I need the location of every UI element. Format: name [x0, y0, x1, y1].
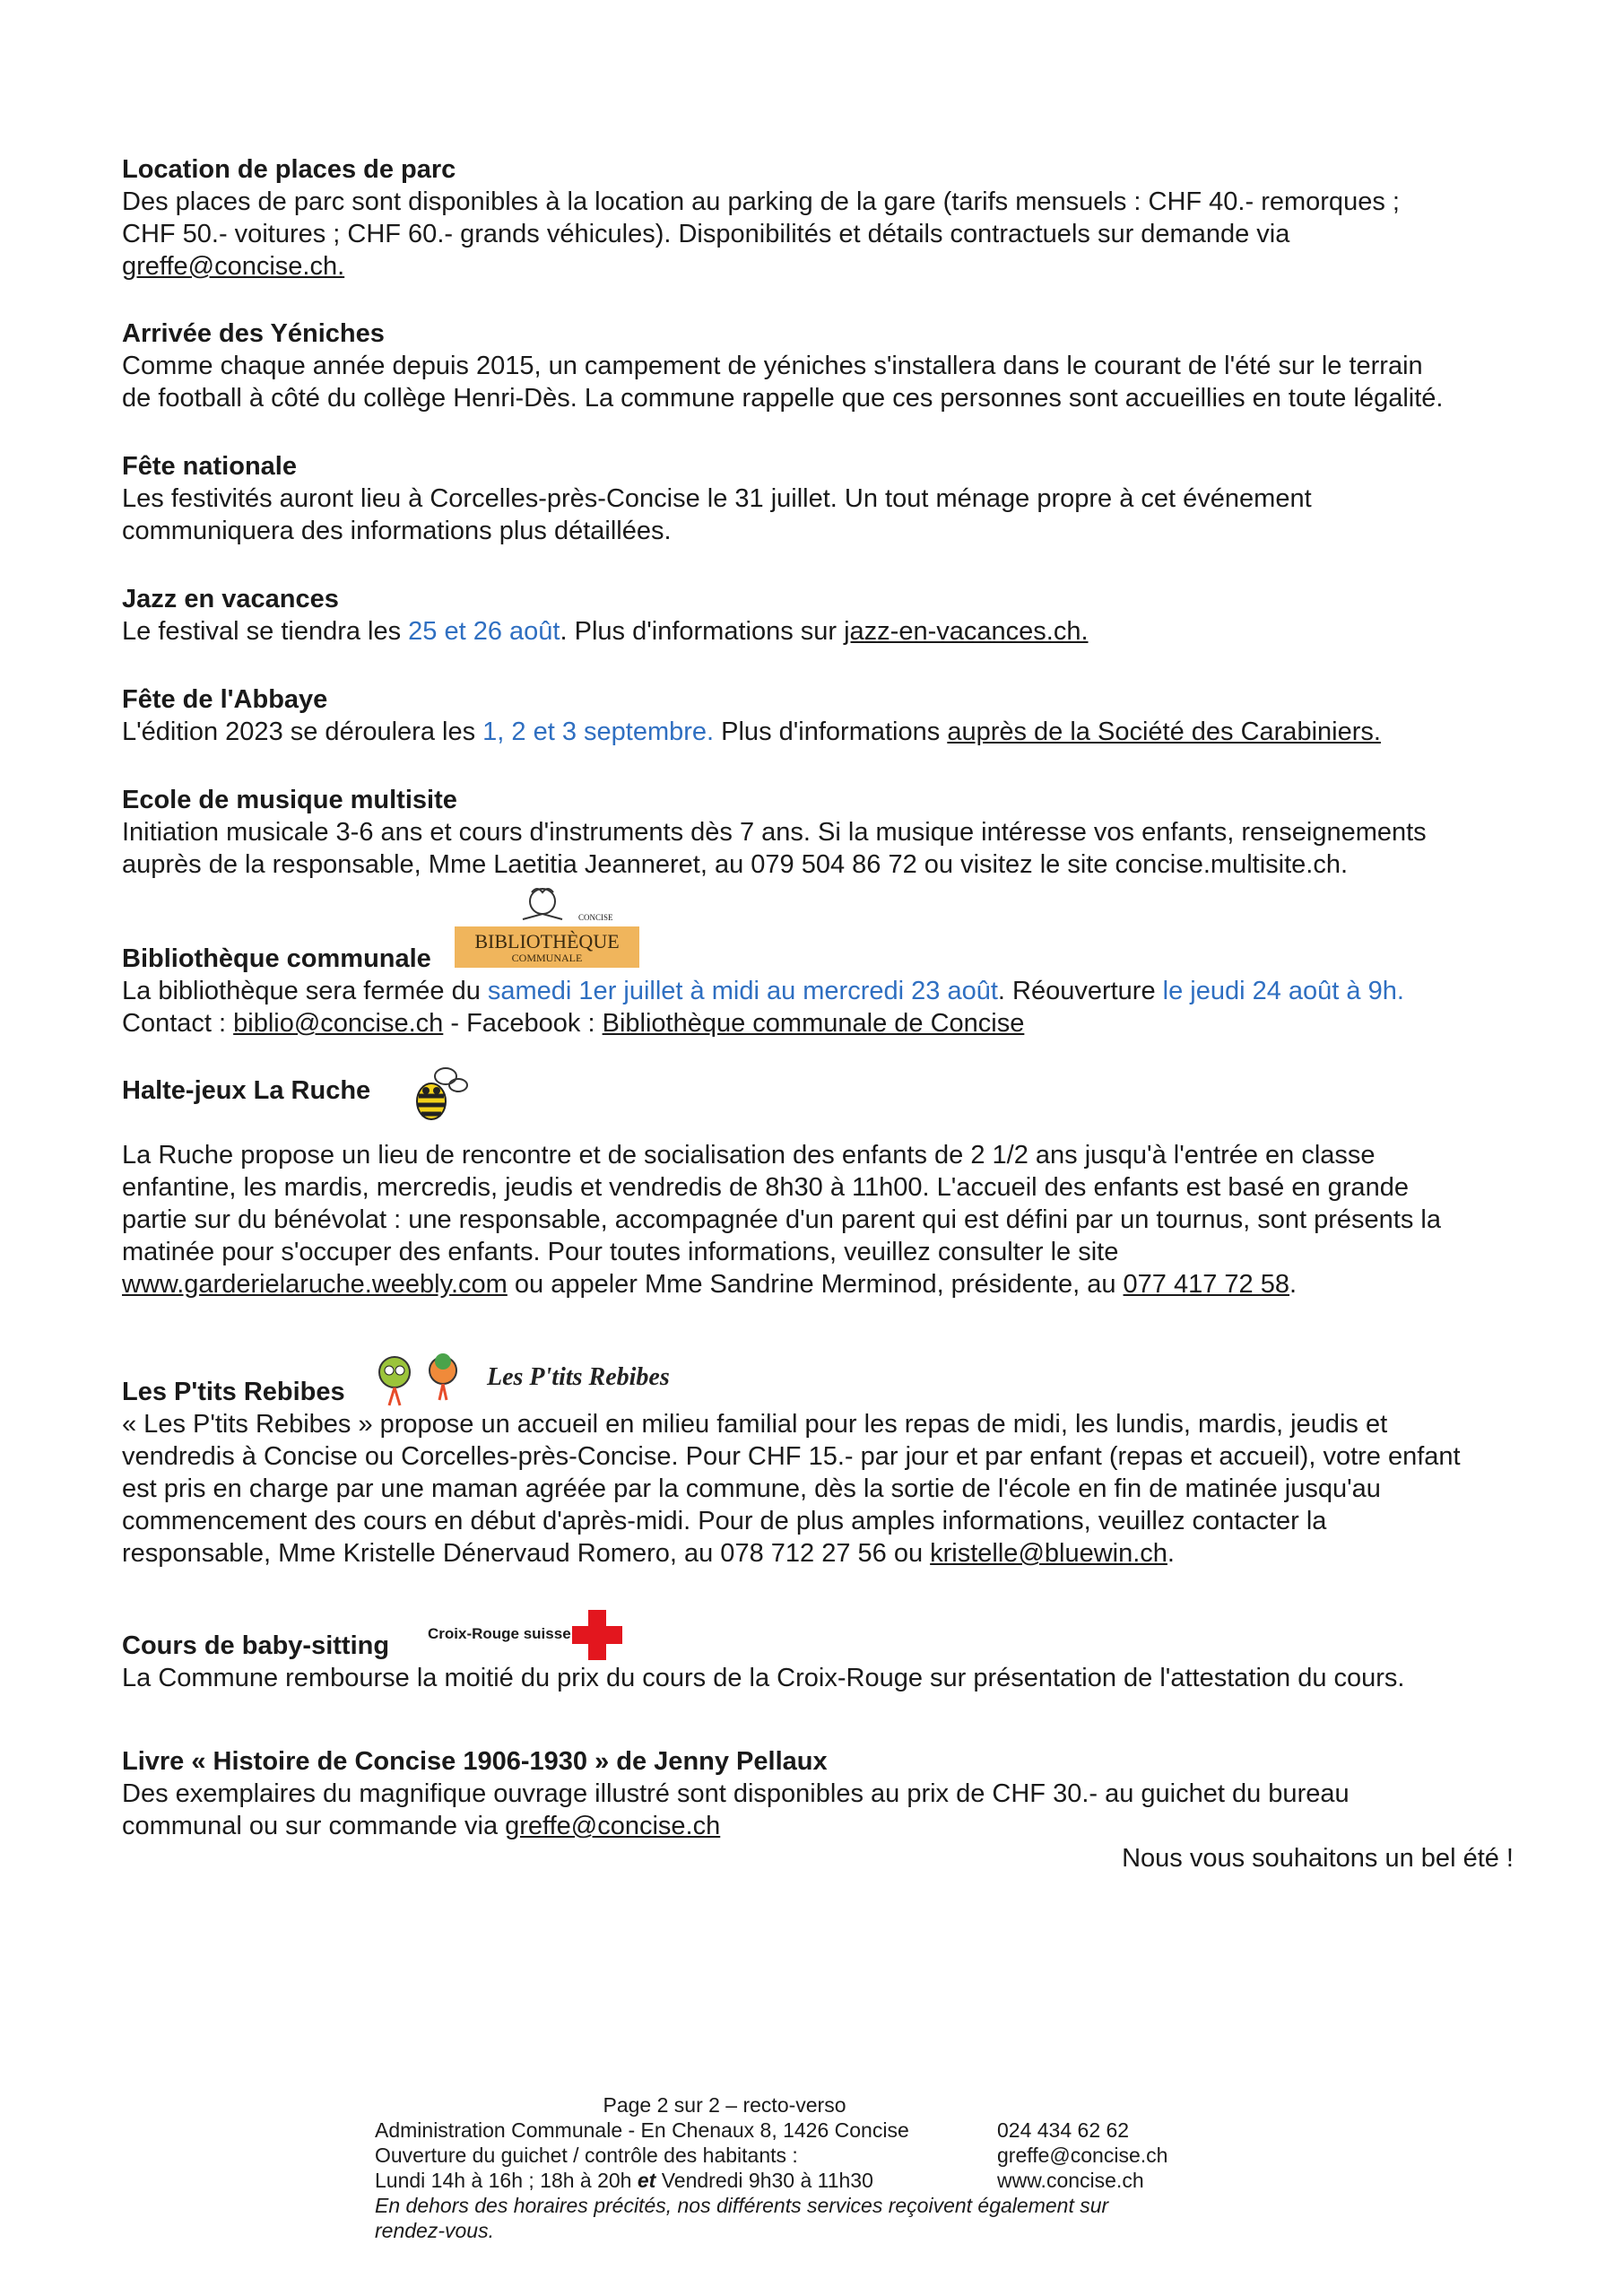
paragraph-line: [122, 615, 1521, 648]
admin-website[interactable]: www.concise.ch: [997, 2169, 1144, 2192]
section-jazz: [122, 583, 1521, 648]
text: . Plus d'informations sur: [560, 617, 845, 646]
text: - Facebook :: [443, 1009, 603, 1038]
section-la-ruche-title: [122, 1074, 1521, 1107]
footer-row: [375, 2118, 1236, 2143]
section-title: Halte-jeux La Ruche: [122, 1076, 371, 1105]
section-music-school: [122, 784, 1521, 881]
section-abbaye: [122, 683, 1521, 748]
section-title: Les P'tits Rebibes: [122, 1378, 345, 1406]
library-email-link[interactable]: biblio@concise.ch: [233, 1009, 444, 1038]
logo-title: BIBLIOTHÈQUE: [474, 930, 620, 952]
ruche-website-link[interactable]: www.garderielaruche.weebly.com: [122, 1270, 508, 1299]
section-title: Cours de baby-sitting: [122, 1631, 390, 1660]
text: Le festival se tiendra les: [122, 617, 409, 646]
paragraph-line: La Ruche propose un lieu de rencontre et de socialisation des enfants de 2 1/2 ans jusqu'à l'entrée en classe: [122, 1141, 1376, 1170]
paragraph-line: [122, 1268, 1521, 1300]
rebibes-logo-text: Les P'tits Rebibes: [487, 1363, 670, 1391]
bee-icon: [399, 1058, 471, 1130]
opening-hours-label: Ouverture du guichet / contrôle des habitants :: [375, 2144, 798, 2167]
section-title: Ecole de musique multisite: [122, 786, 457, 814]
text: .: [1289, 1270, 1298, 1299]
paragraph-line: partie sur du bénévolat : une responsable, accompagnée d'un parent qui est défini par un tournus, sont présents la: [122, 1205, 1441, 1234]
text: .: [1167, 1539, 1175, 1568]
section-babysitting: [122, 1630, 1521, 1694]
jazz-link[interactable]: jazz-en-vacances.ch.: [844, 617, 1089, 646]
text: Plus d'informations: [714, 718, 948, 746]
text: ou appeler Mme Sandrine Merminod, présidente, au: [507, 1270, 1124, 1299]
footer-row: [375, 2168, 1236, 2193]
section-title: Fête nationale: [122, 452, 297, 481]
text: communal ou sur commande via: [122, 1812, 506, 1840]
text: . Réouverture: [997, 977, 1163, 1005]
opening-hours: [375, 2169, 873, 2192]
paragraph-line: La Commune rembourse la moitié du prix du cours de la Croix-Rouge sur présentation de l'attestation du cours.: [122, 1664, 1405, 1692]
section-title: Location de places de parc: [122, 155, 456, 184]
logo-subtitle: COMMUNALE: [511, 952, 583, 964]
paragraph-line: auprès de la responsable, Mme Laetitia Jeanneret, au 079 504 86 72 ou visitez le site concise.multisite.ch.: [122, 850, 1349, 879]
reopening-date: le jeudi 24 août à 9h.: [1162, 977, 1404, 1005]
paragraph-line: [122, 716, 1521, 748]
text: L'édition 2023 se déroulera les: [122, 718, 483, 746]
section-title: Bibliothèque communale: [122, 944, 431, 973]
paragraph-line: Des exemplaires du magnifique ouvrage illustré sont disponibles au prix de CHF 30.- au guichet du bureau: [122, 1779, 1350, 1808]
admin-phone: 024 434 62 62: [997, 2118, 1130, 2142]
paragraph-line: enfantine, les mardis, mercredis, jeudis et vendredis de 8h30 à 11h00. L'accueil des enfants est basé en grande: [122, 1173, 1409, 1202]
paragraph-line: de football à côté du collège Henri-Dès. La commune rappelle que ces personnes sont accueillies en toute légalité.: [122, 384, 1444, 413]
footer: [375, 2092, 1236, 2243]
paragraph-line: matinée pour s'occuper des enfants. Pour toutes informations, veuillez consulter le site: [122, 1238, 1119, 1266]
closing-wish: Nous vous souhaitons un bel été !: [1122, 1844, 1514, 1873]
order-email-link[interactable]: greffe@concise.ch: [505, 1812, 721, 1840]
section-yeniches: [122, 317, 1521, 414]
paragraph-line: est pris en charge par une maman agréée par la commune, dès la sortie de l'école en fin de matinée jusqu'au: [122, 1474, 1381, 1503]
date-highlight: 25 et 26 août: [408, 617, 560, 646]
section-title: Arrivée des Yéniches: [122, 319, 385, 348]
carabiniers-link[interactable]: auprès de la Société des Carabiniers.: [947, 718, 1381, 746]
page-number: Page 2 sur 2 – recto-verso: [603, 2093, 846, 2117]
paragraph-line: [122, 1007, 1521, 1039]
text: et: [637, 2169, 656, 2192]
text: responsable, Mme Kristelle Dénervaud Romero, au 078 712 27 56 ou: [122, 1539, 931, 1568]
section-book: [122, 1745, 1521, 1874]
paragraph-line: « Les P'tits Rebibes » propose un accueil en milieu familial pour les repas de midi, les lundis, mardis, jeudis et: [122, 1410, 1388, 1439]
section-title: Jazz en vacances: [122, 585, 339, 613]
text: Lundi 14h à 16h ; 18h à 20h: [375, 2169, 638, 2192]
red-cross-text: Croix-Rouge suisse: [428, 1625, 571, 1642]
admin-address: Administration Communale - En Chenaux 8, 1426 Concise: [375, 2118, 909, 2142]
rebibes-email-link[interactable]: kristelle@bluewin.ch: [930, 1539, 1167, 1568]
paragraph-line: Comme chaque année depuis 2015, un campement de yéniches s'installera dans le courant de l'été sur le terrain: [122, 352, 1423, 380]
paragraph-line: CHF 50.- voitures ; CHF 60.- grands véhicules). Disponibilités et détails contractuels sur demande via: [122, 220, 1290, 248]
email-link[interactable]: greffe@concise.ch.: [122, 252, 345, 281]
text: La bibliothèque sera fermée du: [122, 977, 488, 1005]
date-highlight: 1, 2 et 3 septembre.: [482, 718, 715, 746]
text: Contact :: [122, 1009, 234, 1038]
paragraph-line: communiquera des informations plus détaillées.: [122, 517, 672, 545]
footer-row: [375, 2143, 1236, 2168]
paragraph-line: [122, 975, 1521, 1007]
paragraph-line: [122, 1810, 1521, 1842]
closure-dates: samedi 1er juillet à midi au mercredi 23 août: [487, 977, 998, 1005]
text: Vendredi 9h30 à 11h30: [655, 2169, 873, 2192]
appointment-note: En dehors des horaires précités, nos différents services reçoivent également sur rendez-vous.: [375, 2194, 1109, 2242]
phone-number: 077 417 72 58: [1123, 1270, 1290, 1299]
paragraph-line: Les festivités auront lieu à Corcelles-près-Concise le 31 juillet. Un tout ménage propre à cet événement: [122, 484, 1312, 513]
paragraph-line: Initiation musicale 3-6 ans et cours d'instruments dès 7 ans. Si la musique intéresse vos enfants, renseignements: [122, 818, 1427, 847]
section-library: [122, 943, 1521, 1039]
logo-small-text: CONCISE: [578, 913, 613, 922]
section-title: Fête de l'Abbaye: [122, 685, 328, 714]
paragraph-line: [122, 1537, 1521, 1570]
section-title: Livre « Histoire de Concise 1906-1930 » de Jenny Pellaux: [122, 1747, 828, 1776]
paragraph-line: vendredis à Concise ou Corcelles-près-Concise. Pour CHF 15.- par jour et par enfant (repas et accueil), votre enfant: [122, 1442, 1461, 1471]
section-la-ruche: [122, 1139, 1521, 1300]
paragraph-line: Des places de parc sont disponibles à la location au parking de la gare (tarifs mensuels : CHF 40.- remorques ;: [122, 187, 1400, 216]
section-rebibes: [122, 1376, 1521, 1570]
admin-email[interactable]: greffe@concise.ch: [997, 2144, 1168, 2167]
section-national-day: [122, 450, 1521, 547]
section-parking: [122, 153, 1521, 283]
facebook-link[interactable]: Bibliothèque communale de Concise: [602, 1009, 1025, 1038]
paragraph-line: commencement des cours en début d'après-midi. Pour de plus amples informations, veuillez contacter la: [122, 1507, 1327, 1535]
